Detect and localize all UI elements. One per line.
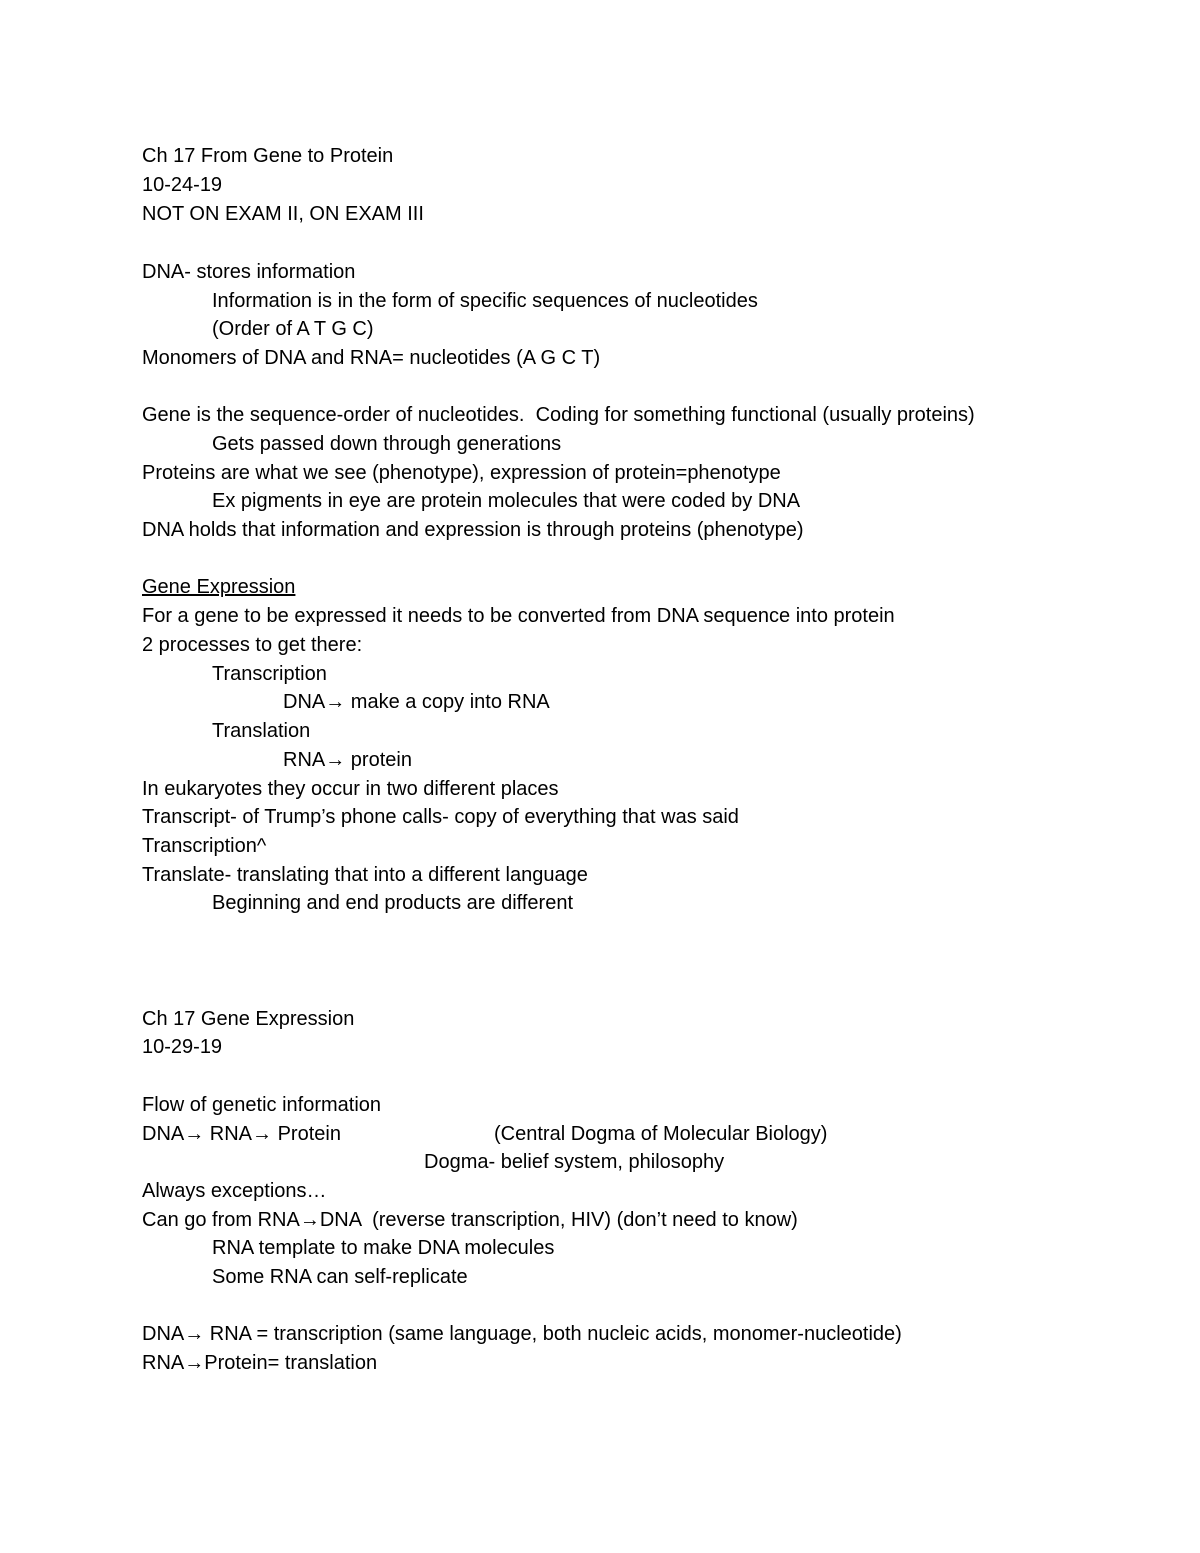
section2-title: Ch 17 Gene Expression xyxy=(142,1008,355,1030)
text-segment: DNA (reverse transcription, HIV) (don’t need to know) xyxy=(319,1209,798,1231)
arrow-line xyxy=(142,1206,798,1234)
text-segment: Protein= translation xyxy=(204,1352,378,1374)
text-segment: make a copy into RNA xyxy=(345,691,550,713)
section2-date: 10-29-19 xyxy=(142,1036,223,1058)
text-line: Beginning and end products are different xyxy=(212,892,574,914)
text-segment: RNA xyxy=(283,749,326,771)
text-line: (Order of A T G C) xyxy=(212,318,374,340)
text-segment: Can go from RNA xyxy=(142,1209,300,1231)
section1-date: 10-24-19 xyxy=(142,174,223,196)
text-line: Transcription xyxy=(212,663,327,685)
arrow-icon: → xyxy=(252,1123,273,1145)
arrow-icon: → xyxy=(325,691,346,713)
text-line: In eukaryotes they occur in two different places xyxy=(142,778,559,800)
text-segment: Protein xyxy=(272,1123,341,1145)
arrow-icon: → xyxy=(184,1323,205,1345)
arrow-icon: → xyxy=(325,749,346,771)
text-segment: DNA xyxy=(142,1123,185,1145)
arrow-icon: → xyxy=(184,1352,205,1374)
text-line: Transcription^ xyxy=(142,835,267,857)
arrow-icon: → xyxy=(299,1209,320,1231)
arrow-line xyxy=(142,1120,341,1148)
text-line: Transcript- of Trump’s phone calls- copy of everything that was said xyxy=(142,806,739,828)
arrow-line xyxy=(142,1349,377,1377)
section1-exam-note: NOT ON EXAM II, ON EXAM III xyxy=(142,203,424,225)
text-line: DNA holds that information and expression is through proteins (phenotype) xyxy=(142,519,804,541)
section-heading: Gene Expression xyxy=(142,576,296,598)
text-line: Translation xyxy=(212,720,311,742)
arrow-icon: → xyxy=(184,1123,205,1145)
text-line: Gene is the sequence-order of nucleotides. Coding for something functional (usually proteins) xyxy=(142,404,975,426)
arrow-line xyxy=(283,688,550,716)
text-line: Flow of genetic information xyxy=(142,1094,382,1116)
text-line: For a gene to be expressed it needs to be converted from DNA sequence into protein xyxy=(142,605,895,627)
text-line: 2 processes to get there: xyxy=(142,634,363,656)
text-segment: DNA xyxy=(142,1323,185,1345)
central-dogma-note: (Central Dogma of Molecular Biology) xyxy=(494,1123,828,1145)
text-line: Translate- translating that into a different language xyxy=(142,864,588,886)
text-line: RNA template to make DNA molecules xyxy=(212,1237,555,1259)
section1-title: Ch 17 From Gene to Protein xyxy=(142,145,394,167)
text-line: Some RNA can self-replicate xyxy=(212,1266,468,1288)
dogma-definition: Dogma- belief system, philosophy xyxy=(424,1151,725,1173)
arrow-line xyxy=(283,746,412,774)
text-segment: RNA xyxy=(204,1123,253,1145)
text-line: Gets passed down through generations xyxy=(212,433,562,455)
text-segment: RNA = transcription (same language, both nucleic acids, monomer-nucleotide) xyxy=(204,1323,902,1345)
text-segment: protein xyxy=(345,749,412,771)
text-line: Monomers of DNA and RNA= nucleotides (A G C T) xyxy=(142,347,601,369)
text-segment: RNA xyxy=(142,1352,185,1374)
text-line: Information is in the form of specific sequences of nucleotides xyxy=(212,290,758,312)
text-line: DNA- stores information xyxy=(142,261,356,283)
arrow-line xyxy=(142,1320,902,1348)
text-line: Always exceptions… xyxy=(142,1180,327,1202)
text-segment: DNA xyxy=(283,691,326,713)
text-line: Proteins are what we see (phenotype), expression of protein=phenotype xyxy=(142,462,781,484)
text-line: Ex pigments in eye are protein molecules that were coded by DNA xyxy=(212,490,801,512)
